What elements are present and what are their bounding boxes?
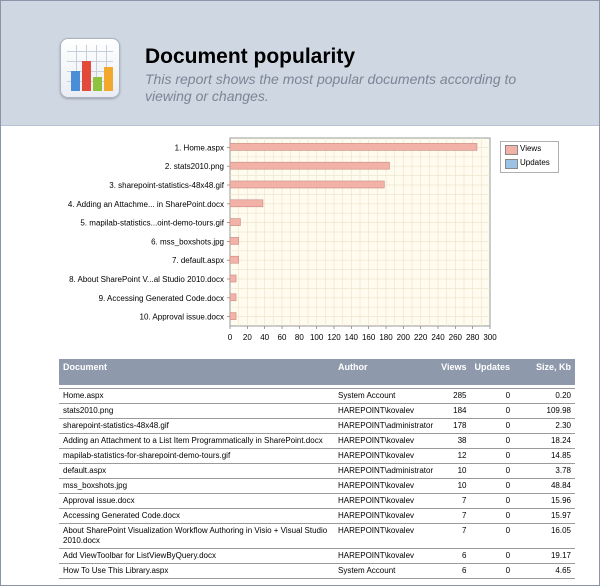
- page-title: Document popularity: [145, 45, 356, 68]
- category-label: 9. Accessing Generated Code.docx: [98, 293, 224, 303]
- cell-document[interactable]: Adding an Attachment to a List Item Programmatically in SharePoint.docx: [59, 434, 334, 449]
- x-tick-label: 40: [260, 333, 270, 342]
- bar-views[interactable]: [230, 237, 239, 244]
- cell-author: HAREPOINT\administrator: [334, 464, 437, 479]
- bar-views[interactable]: [230, 219, 240, 226]
- column-header-views[interactable]: Views: [437, 359, 470, 385]
- cell-document[interactable]: How To Use This Library.aspx: [59, 564, 334, 579]
- bar-views[interactable]: [230, 256, 239, 263]
- category-label: 6. mss_boxshots.jpg: [151, 237, 224, 247]
- bar-views[interactable]: [230, 181, 384, 188]
- column-header-document[interactable]: Document: [59, 359, 334, 385]
- column-header-size[interactable]: Size, Kb: [514, 359, 575, 385]
- cell-updates: 0: [471, 479, 515, 494]
- x-tick-label: 160: [361, 333, 376, 342]
- cell-document[interactable]: mss_boxshots.jpg: [59, 479, 334, 494]
- cell-author: HAREPOINT\administrator: [334, 419, 437, 434]
- cell-document[interactable]: stats2010.png: [59, 404, 334, 419]
- cell-author: HAREPOINT\kovalev: [334, 509, 437, 524]
- table-header-row: [59, 359, 575, 385]
- cell-views: 10: [437, 464, 470, 479]
- cell-document[interactable]: Accessing Generated Code.docx: [59, 509, 334, 524]
- cell-updates: 0: [471, 524, 515, 549]
- table-row: [59, 389, 575, 404]
- x-tick-label: 240: [431, 333, 445, 342]
- x-tick-label: 220: [413, 333, 428, 342]
- bar-views[interactable]: [230, 200, 263, 207]
- x-tick-label: 300: [483, 333, 497, 342]
- cell-size: 16.05: [514, 524, 575, 549]
- table-row: [59, 404, 575, 419]
- cell-author: HAREPOINT\kovalev: [334, 449, 437, 464]
- table-row: [59, 494, 575, 509]
- cell-author: HAREPOINT\kovalev: [334, 404, 437, 419]
- cell-document[interactable]: Add ViewToolbar for ListViewByQuery.docx: [59, 549, 334, 564]
- documents-table: [59, 359, 575, 579]
- cell-author: HAREPOINT\kovalev: [334, 434, 437, 449]
- cell-updates: 0: [471, 509, 515, 524]
- cell-views: 12: [437, 449, 470, 464]
- category-label: 4. Adding an Attachme... in SharePoint.docx: [67, 199, 224, 209]
- cell-updates: 0: [471, 494, 515, 509]
- legend-item-views: [501, 142, 558, 156]
- chart-legend: [500, 141, 559, 173]
- category-label: 5. mapilab-statistics...oint-demo-tours.gif: [80, 218, 224, 228]
- cell-views: 6: [437, 564, 470, 579]
- legend-label-views: Views: [520, 144, 542, 153]
- x-tick-label: 200: [396, 333, 411, 342]
- cell-views: 7: [437, 509, 470, 524]
- cell-document[interactable]: About SharePoint Visualization Workflow Authoring in Visio + Visual Studio 2010.docx: [59, 524, 334, 549]
- cell-size: 18.24: [514, 434, 575, 449]
- cell-updates: 0: [471, 419, 515, 434]
- x-tick-label: 80: [294, 333, 304, 342]
- cell-document[interactable]: default.aspx: [59, 464, 334, 479]
- table-row: [59, 434, 575, 449]
- table-row: [59, 419, 575, 434]
- x-tick-label: 100: [309, 333, 324, 342]
- cell-size: 2.30: [514, 419, 575, 434]
- x-tick-label: 260: [448, 333, 463, 342]
- table-row: [59, 479, 575, 494]
- cell-views: 178: [437, 419, 470, 434]
- column-header-updates[interactable]: Updates: [471, 359, 515, 385]
- cell-size: 0.20: [514, 389, 575, 404]
- report-header: [1, 1, 599, 126]
- table-row: [59, 464, 575, 479]
- table-row: [59, 564, 575, 579]
- cell-updates: 0: [471, 389, 515, 404]
- cell-author: HAREPOINT\kovalev: [334, 524, 437, 549]
- cell-document[interactable]: sharepoint-statistics-48x48.gif: [59, 419, 334, 434]
- cell-views: 7: [437, 494, 470, 509]
- cell-views: 7: [437, 524, 470, 549]
- cell-views: 6: [437, 549, 470, 564]
- legend-item-updates: [501, 156, 558, 170]
- cell-size: 19.17: [514, 549, 575, 564]
- cell-author: HAREPOINT\kovalev: [334, 549, 437, 564]
- category-label: 8. About SharePoint V...al Studio 2010.docx: [69, 275, 224, 284]
- report-chart-icon: [60, 38, 120, 98]
- cell-author: System Account: [334, 389, 437, 404]
- x-tick-label: 180: [379, 333, 393, 342]
- cell-size: 14.85: [514, 449, 575, 464]
- legend-label-updates: Updates: [520, 158, 550, 167]
- legend-swatch-views: [505, 145, 518, 155]
- table-row: [59, 509, 575, 524]
- cell-size: 15.96: [514, 494, 575, 509]
- x-tick-label: 120: [327, 333, 341, 342]
- cell-updates: 0: [471, 549, 515, 564]
- category-label: 10. Approval issue.docx: [139, 312, 224, 322]
- bar-views[interactable]: [230, 162, 389, 169]
- cell-size: 15.97: [514, 509, 575, 524]
- cell-document[interactable]: Home.aspx: [59, 389, 334, 404]
- cell-author: HAREPOINT\kovalev: [334, 494, 437, 509]
- bar-views[interactable]: [230, 275, 236, 282]
- x-tick-label: 60: [277, 333, 287, 342]
- x-tick-label: 0: [227, 333, 233, 342]
- bar-views[interactable]: [230, 313, 236, 320]
- x-tick-label: 280: [465, 333, 480, 342]
- cell-size: 4.65: [514, 564, 575, 579]
- legend-swatch-updates: [505, 159, 518, 169]
- cell-views: 184: [437, 404, 470, 419]
- cell-size: 3.78: [514, 464, 575, 479]
- table-row: [59, 449, 575, 464]
- table-row: [59, 549, 575, 564]
- category-label: 2. stats2010.png: [164, 162, 224, 172]
- x-tick-label: 20: [242, 333, 252, 342]
- bar-views[interactable]: [230, 294, 236, 301]
- cell-size: 48.84: [514, 479, 575, 494]
- cell-author: System Account: [334, 564, 437, 579]
- category-label: 3. sharepoint-statistics-48x48.gif: [109, 181, 224, 190]
- category-label: 1. Home.aspx: [174, 143, 224, 153]
- cell-size: 109.98: [514, 404, 575, 419]
- page-subtitle: This report shows the most popular documents according to viewing or changes.: [145, 71, 517, 104]
- cell-author: HAREPOINT\kovalev: [334, 479, 437, 494]
- cell-views: 285: [437, 389, 470, 404]
- bar-views[interactable]: [230, 143, 477, 150]
- cell-document[interactable]: Approval issue.docx: [59, 494, 334, 509]
- cell-updates: 0: [471, 404, 515, 419]
- x-tick-label: 140: [344, 333, 359, 342]
- column-header-author[interactable]: Author: [334, 359, 437, 385]
- cell-updates: 0: [471, 434, 515, 449]
- cell-updates: 0: [471, 464, 515, 479]
- cell-views: 10: [437, 479, 470, 494]
- cell-updates: 0: [471, 449, 515, 464]
- cell-updates: 0: [471, 564, 515, 579]
- table-row: [59, 524, 575, 549]
- cell-views: 38: [437, 434, 470, 449]
- category-label: 7. default.aspx: [171, 256, 224, 266]
- cell-document[interactable]: mapilab-statistics-for-sharepoint-demo-tours.gif: [59, 449, 334, 464]
